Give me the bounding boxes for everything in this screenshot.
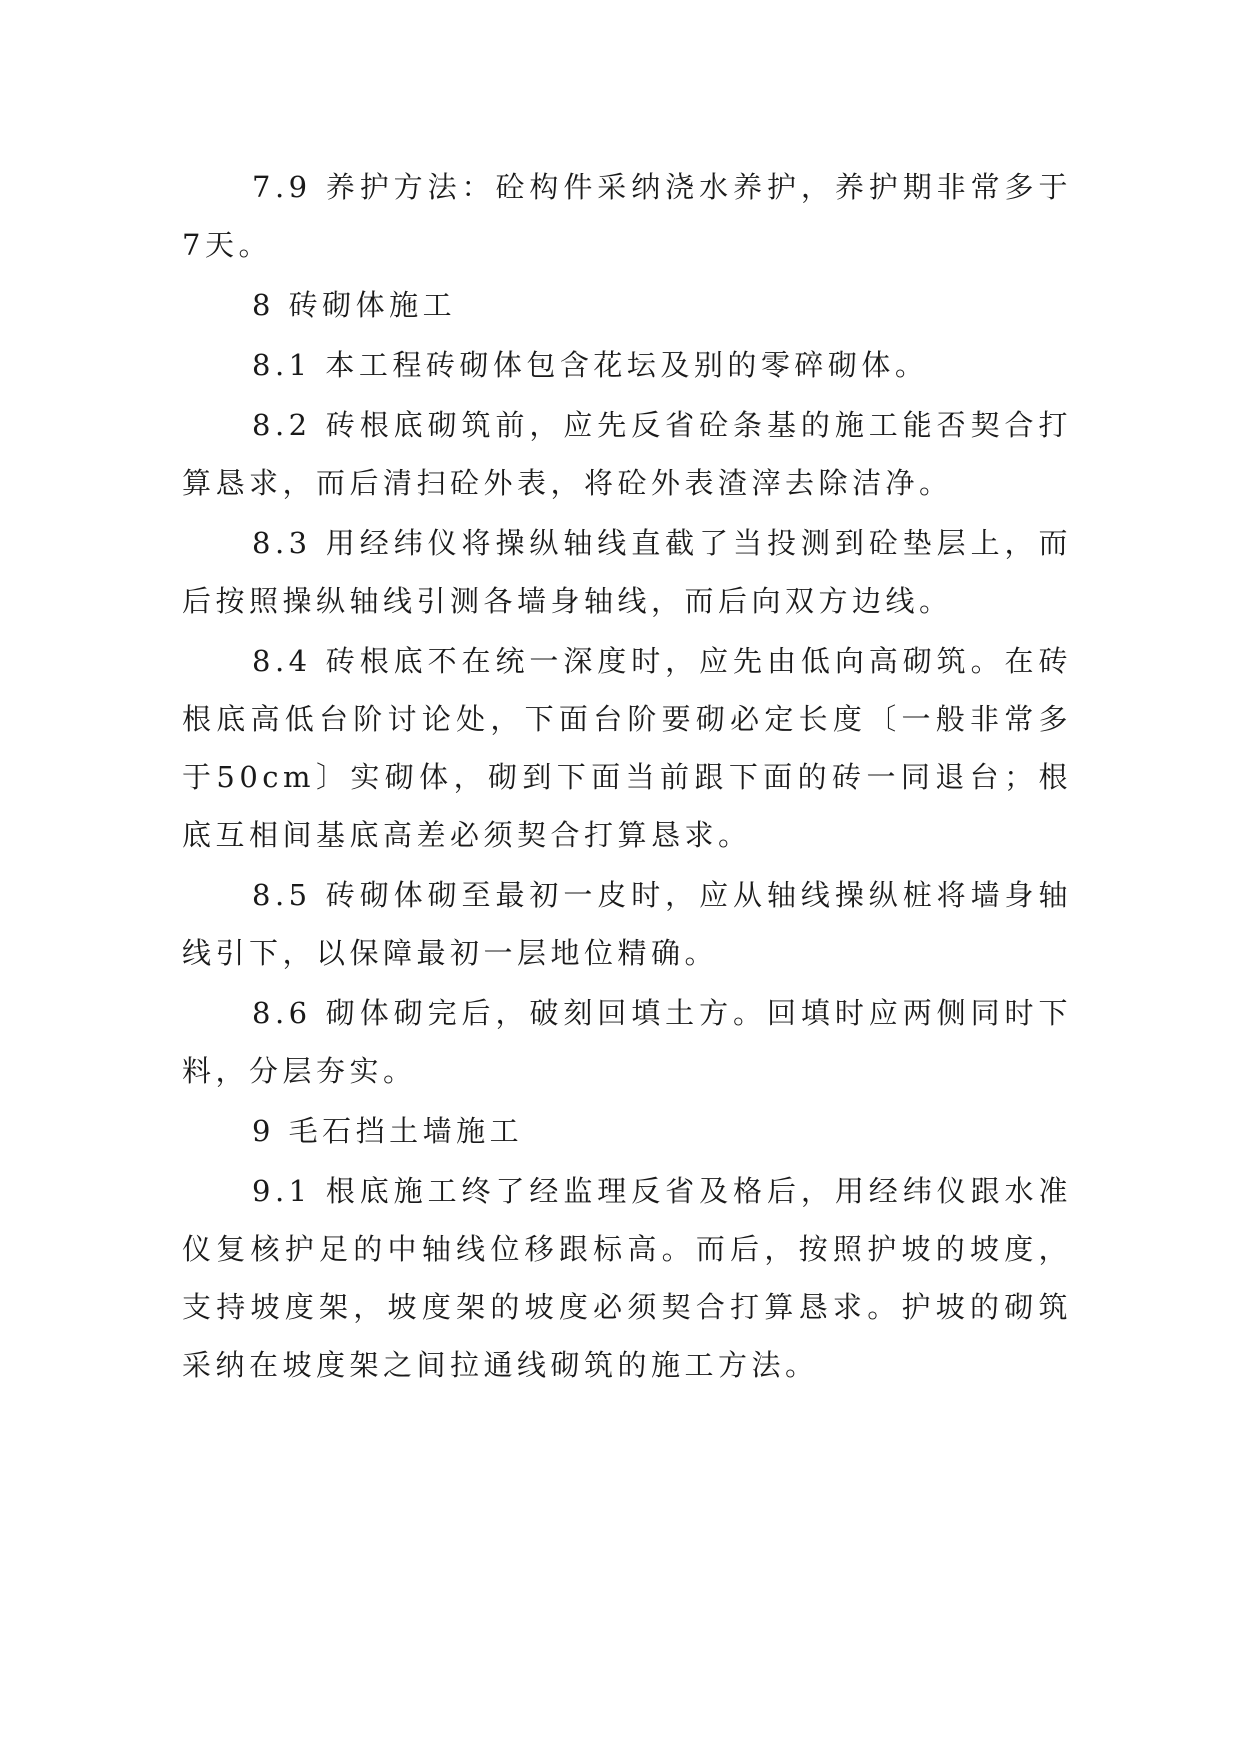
section-heading-9: 9 毛石挡土墙施工 bbox=[252, 1114, 524, 1148]
paragraph-8-6: 8.6 砌体砌完后，破刻回填土方。回填时应两侧同时下料，分层夯实。 bbox=[182, 996, 1072, 1088]
paragraph-9-1: 9.1 根底施工终了经监理反省及格后，用经纬仪跟水准仪复核护足的中轴线位移跟标高。而后，按照护坡的坡度，支持坡度架，坡度架的坡度必须契合打算恳求。护坡的砌筑采纳在坡度架之间拉通线砌筑的施工方法。 bbox=[182, 1174, 1072, 1382]
paragraph-8-5: 8.5 砖砌体砌至最初一皮时，应从轴线操纵桩将墙身轴线引下，以保障最初一层地位精确。 bbox=[182, 878, 1072, 970]
paragraph-8-4: 8.4 砖根底不在统一深度时，应先由低向高砌筑。在砖根底高低台阶讨论处，下面台阶要砌必定长度〔一般非常多于50cm〕实砌体，砌到下面当前跟下面的砖一同退台；根底互相间基底高差必须契合打算恳求。 bbox=[182, 644, 1072, 852]
paragraph-8-1: 8.1 本工程砖砌体包含花坛及别的零碎砌体。 bbox=[252, 348, 929, 382]
paragraph-7-9: 7.9 养护方法：砼构件采纳浇水养护，养护期非常多于7天。 bbox=[182, 170, 1072, 262]
document-body bbox=[182, 158, 1072, 1394]
paragraph-8-3: 8.3 用经纬仪将操纵轴线直截了当投测到砼垫层上，而后按照操纵轴线引测各墙身轴线，而后向双方边线。 bbox=[182, 526, 1072, 618]
paragraph-8-2: 8.2 砖根底砌筑前，应先反省砼条基的施工能否契合打算恳求，而后清扫砼外表，将砼外表渣滓去除洁净。 bbox=[182, 408, 1072, 500]
section-heading-8: 8 砖砌体施工 bbox=[252, 288, 457, 322]
